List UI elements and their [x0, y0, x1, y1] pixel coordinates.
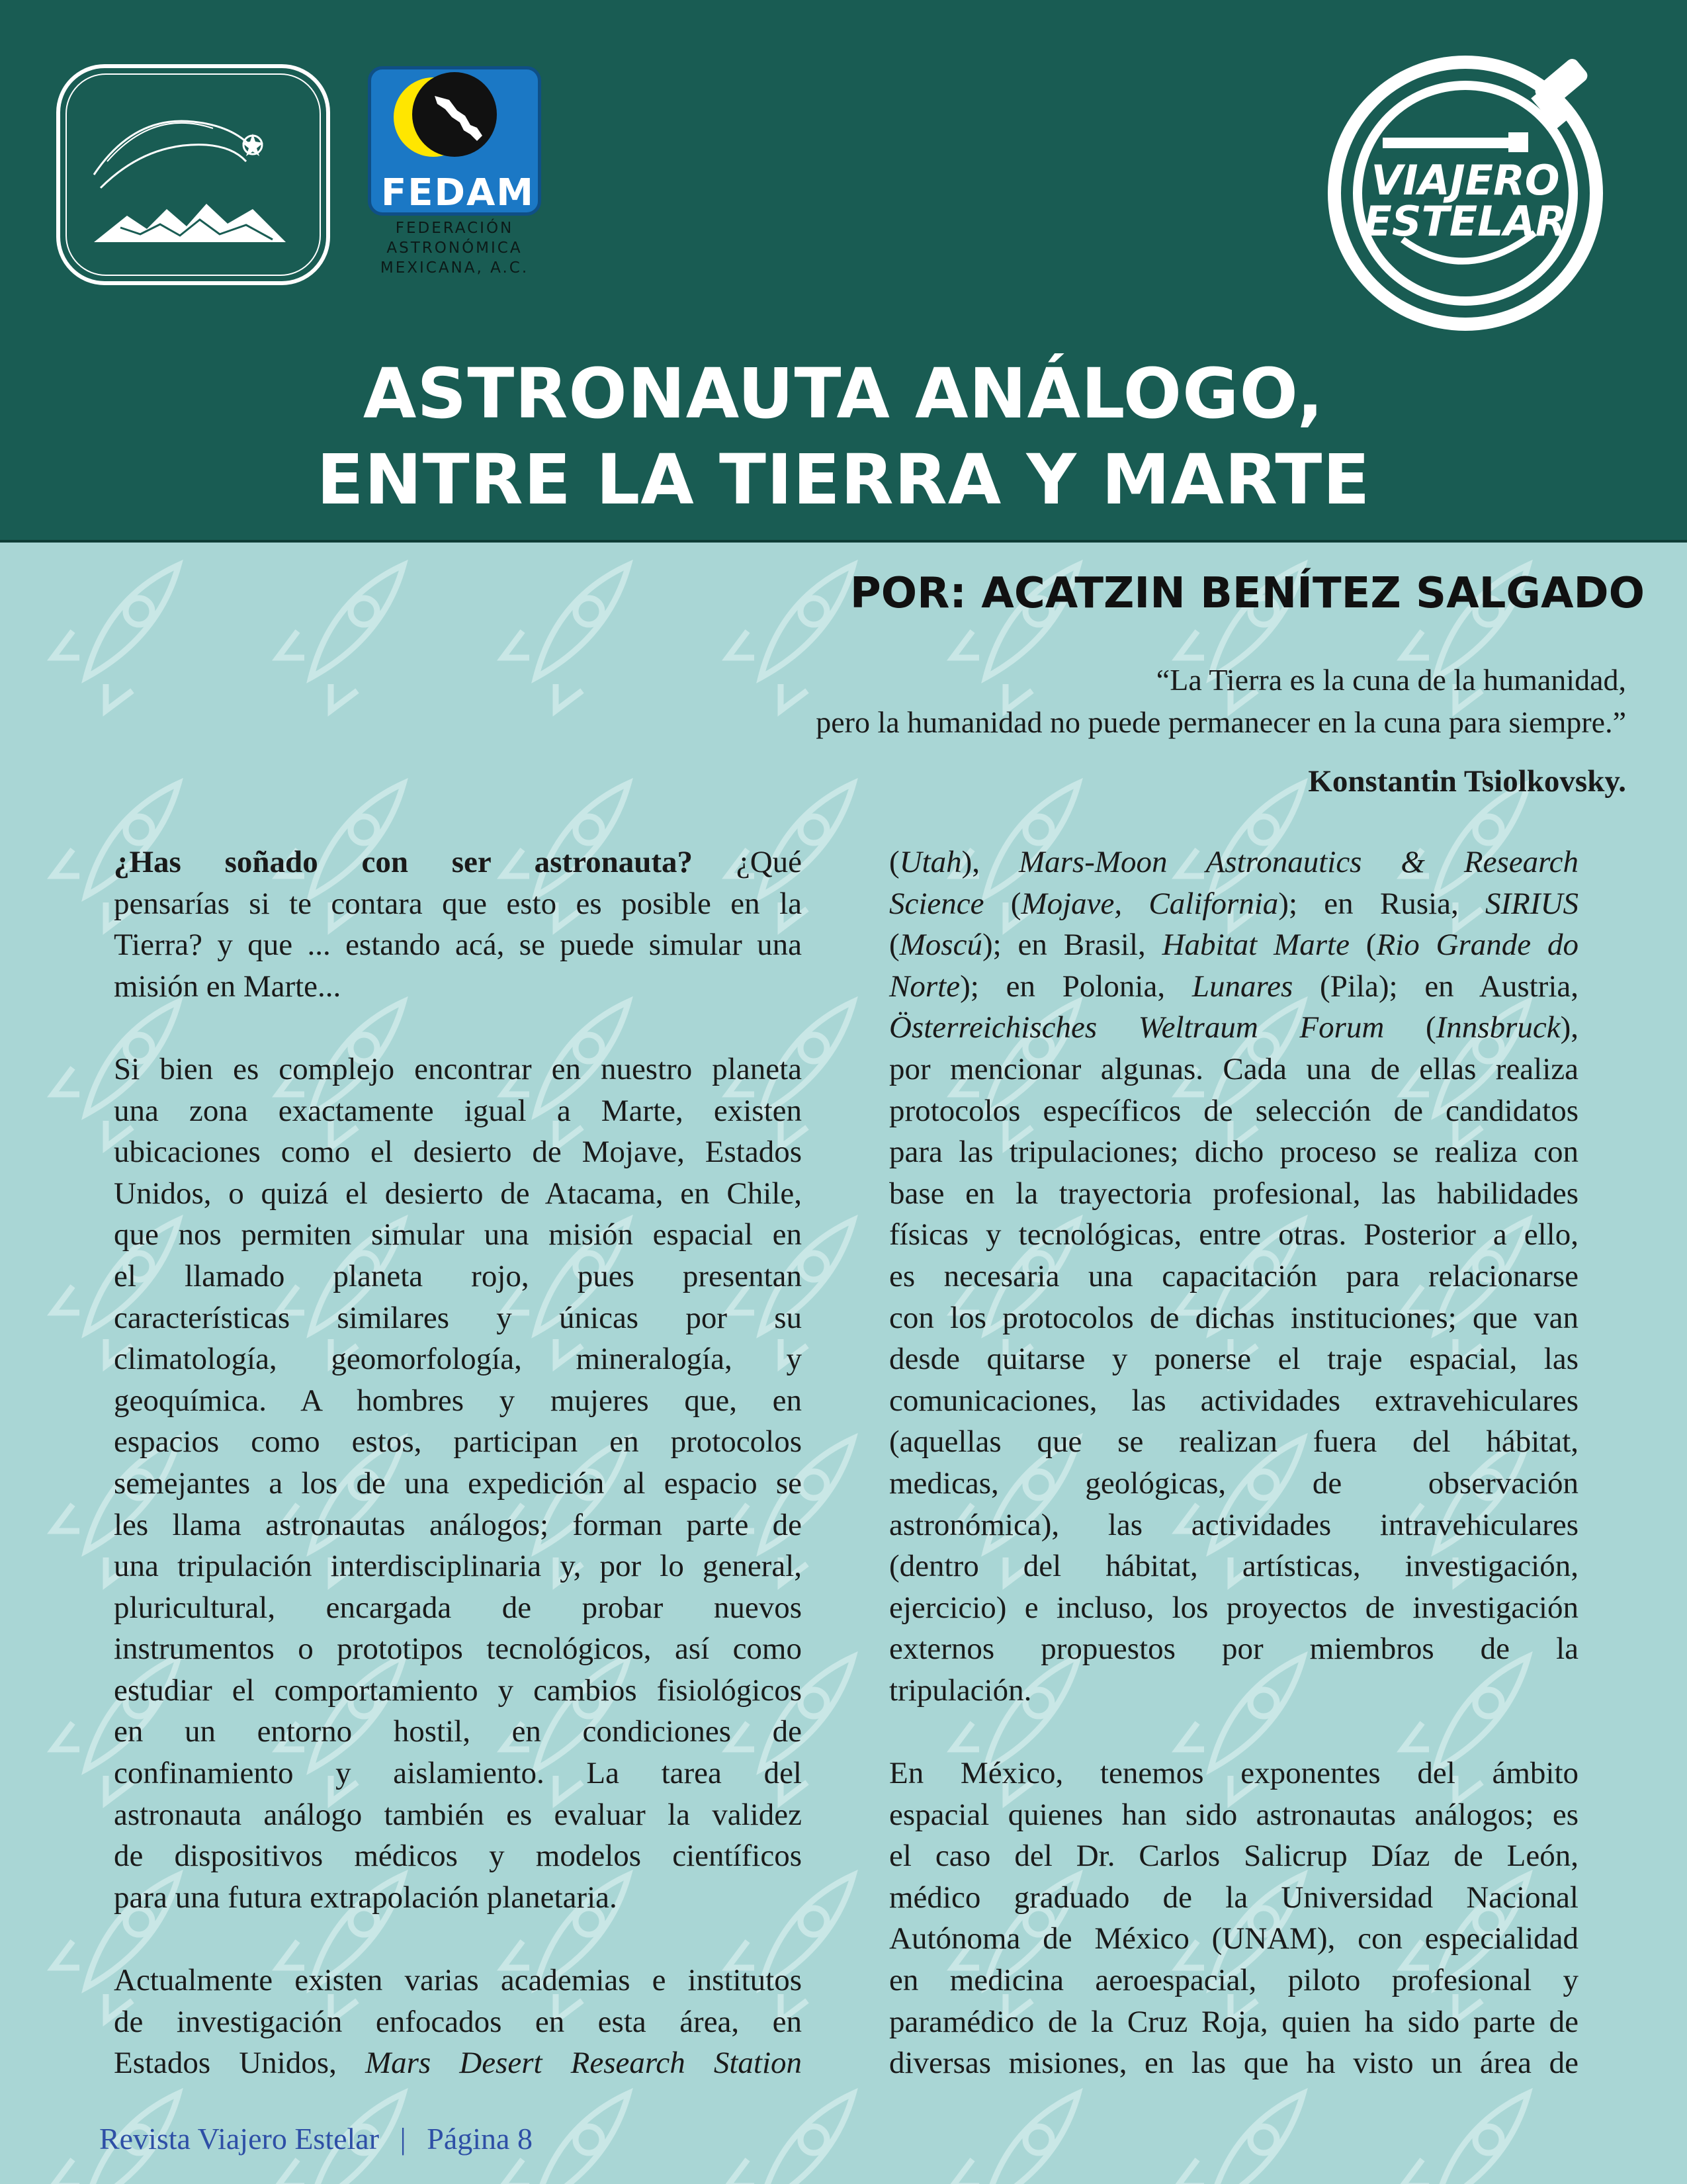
paragraph-line: paramédico de la Cruz Roja, quien ha sido parte de: [889, 2004, 1579, 2039]
place-name: Moscú: [899, 928, 982, 963]
paragraph-line: Norte); en Polonia, Lunares (Pila); en Austria,: [889, 969, 1579, 1004]
page-number: Página 8: [427, 2122, 533, 2156]
paragraph-line: medicas, geológicas, de observación: [889, 1465, 1579, 1501]
paragraph-line: [114, 842, 802, 883]
article-column-left: [114, 842, 802, 2084]
magazine-name: Revista Viajero Estelar: [99, 2122, 380, 2156]
paragraph-line: misión en Marte...: [114, 969, 341, 1004]
place-name: Utah: [899, 845, 962, 879]
paragraph-line: que nos permiten simular una misión espacial en: [114, 1217, 802, 1252]
paragraph-line: ejercicio) e incluso, los proyectos de investigación: [889, 1590, 1579, 1625]
paragraph-line: les llama astronautas análogos; forman parte de: [114, 1507, 802, 1542]
fedam-sub-line: FEDERACIÓN: [395, 220, 514, 237]
place-name: Mojave, California: [1021, 886, 1279, 921]
footer-separator: |: [400, 2122, 406, 2156]
institution-name: Österreichisches Weltraum Forum: [889, 1010, 1385, 1045]
paragraph-line: protocolos específicos de selección de candidatos: [889, 1093, 1579, 1128]
author-byline: POR: ACATZIN BENÍTEZ SALGADO: [849, 569, 1645, 618]
paragraph-line: tripulación.: [889, 1673, 1032, 1708]
institution-name: Mars-Moon Astronautics & Research: [1018, 845, 1579, 879]
paragraph-line: (dentro del hábitat, artísticas, investigación,: [889, 1549, 1579, 1584]
paragraph-line: ubicaciones como el desierto de Mojave, Estados: [114, 1135, 802, 1170]
aavt-logo: [54, 62, 332, 287]
fedam-sub-line: ASTRONÓMICA: [386, 240, 523, 257]
paragraph-line: astronómica), las actividades intravehiculares: [889, 1507, 1579, 1542]
fedam-wordmark: FEDAM: [380, 171, 535, 214]
quote-line: “La Tierra es la cuna de la humanidad,: [1156, 663, 1626, 697]
ve-word-2: ESTELAR: [1363, 197, 1567, 245]
paragraph-line: Si bien es complejo encontrar en nuestro planeta: [114, 1051, 802, 1086]
paragraph-line: para una futura extrapolación planetaria.: [114, 1880, 617, 1915]
paragraph-line: diversas misiones, en las que ha visto un área de: [889, 2046, 1579, 2081]
paragraph-line: geoquímica. A hombres y mujeres que, en: [114, 1383, 802, 1418]
article-column-right: [889, 842, 1579, 2084]
paragraph-line: semejantes a los de una expedición al espacio se: [114, 1465, 802, 1501]
institution-name: Lunares: [1191, 969, 1293, 1004]
text-run: en Rusia,: [1324, 886, 1459, 921]
paragraph-line: comunicaciones, las actividades extravehiculares: [889, 1383, 1579, 1418]
place-name: Innsbruck: [1436, 1010, 1561, 1045]
paragraph-line: características similares y únicas por su: [114, 1300, 802, 1335]
paragraph-line: el llamado planeta rojo, pues presentan: [114, 1258, 802, 1293]
viajero-estelar-logo: [1323, 41, 1621, 339]
place-name: Rio Grande do: [1376, 928, 1579, 963]
paragraph-line: de investigación enfocados en esta área, en: [114, 2004, 802, 2039]
title-line: ENTRE LA TIERRA Y MARTE: [316, 439, 1371, 520]
paragraph-line: físicas y tecnológicas, entre otras. Posterior a ello,: [889, 1217, 1579, 1252]
paragraph-line: en medicina aeroespacial, piloto profesional y: [889, 1963, 1579, 1998]
paragraph-line: en un entorno hostil, en condiciones de: [114, 1714, 802, 1749]
paragraph-line: pensarías si te contara que esto es posible en la: [114, 886, 802, 921]
text-run: ¿Qué: [736, 845, 802, 879]
paragraph-line: una zona exactamente igual a Marte, existen: [114, 1093, 802, 1128]
fedam-emblem: [371, 69, 538, 169]
paragraph-line: por mencionar algunas. Cada una de ellas realiza: [889, 1051, 1579, 1086]
paragraph-line: de dispositivos médicos y modelos científicos: [114, 1839, 802, 1874]
fedam-subtitle: [352, 218, 557, 278]
paragraph-line: Science (Mojave, California); en Rusia, SIRIUS: [889, 886, 1579, 921]
paragraph-line: (Utah), Mars-Moon Astronautics & Research: [889, 845, 1579, 879]
paragraph-line: astronauta análogo también es evaluar la validez: [114, 1797, 802, 1832]
paragraph-line: [114, 2042, 802, 2084]
paragraph-line: estudiar el comportamiento y cambios fisiológicos: [114, 1673, 802, 1708]
paragraph-line: En México, tenemos exponentes del ámbito: [889, 1756, 1579, 1791]
paragraph-line: desde quitarse y ponerse el traje espacial, las: [889, 1342, 1579, 1377]
paragraph-line: para las tripulaciones; dicho proceso se realiza con: [889, 1135, 1579, 1170]
paragraph-line: con los protocolos de dichas instituciones; que van: [889, 1300, 1579, 1335]
institution-name: Mars Desert Research Station: [365, 2046, 802, 2081]
paragraph-line: externos propuestos por miembros de la: [889, 1632, 1579, 1667]
text-run: en Brasil,: [1017, 928, 1146, 963]
paragraph-line: espacios como estos, participan en protocolos: [114, 1424, 802, 1460]
paragraph-line: médico graduado de la Universidad Nacional: [889, 1880, 1579, 1915]
quote-attribution: Konstantin Tsiolkovsky.: [1308, 764, 1626, 799]
paragraph-line: espacial quienes han sido astronautas análogos; es: [889, 1797, 1579, 1832]
paragraph-line: instrumentos o prototipos tecnológicos, así como: [114, 1632, 802, 1667]
institution-name: Science: [889, 886, 984, 921]
paragraph-line: Tierra? y que ... estando acá, se puede simular una: [114, 928, 802, 963]
paragraph-line: Unidos, o quizá el desierto de Atacama, en Chile,: [114, 1176, 802, 1211]
fedam-badge: [368, 66, 541, 216]
paragraph-line: (Moscú); en Brasil, Habitat Marte (Rio Grande do: [889, 928, 1579, 963]
institution-name: Habitat Marte: [1162, 928, 1350, 963]
title-line: ASTRONAUTA ANÁLOGO,: [363, 353, 1324, 434]
quote-line: pero la humanidad no puede permanecer en la cuna para siempre.”: [816, 705, 1626, 739]
institution-name: SIRIUS: [1485, 886, 1579, 921]
text-run: en Polonia,: [1006, 969, 1166, 1004]
header-banner: [0, 0, 1687, 543]
lead-question: ¿Has soñado con ser astronauta?: [114, 845, 693, 879]
paragraph-line: (aquellas que se realizan fuera del hábitat,: [889, 1424, 1579, 1460]
paragraph-line: pluricultural, encargada de probar nuevos: [114, 1590, 802, 1625]
text-run: (Pila); en Austria,: [1320, 969, 1579, 1004]
ve-word-1: VIAJERO: [1371, 156, 1560, 204]
paragraph-line: Österreichisches Weltraum Forum (Innsbruck),: [889, 1010, 1579, 1045]
fedam-logo: [365, 66, 544, 284]
paragraph-line: es necesaria una capacitación para relacionarse: [889, 1258, 1579, 1293]
paragraph-line: confinamiento y aislamiento. La tarea del: [114, 1756, 802, 1791]
epigraph-quote: [816, 659, 1626, 744]
page-title: [0, 351, 1687, 523]
paragraph-line: Actualmente existen varias academias e institutos: [114, 1963, 802, 1998]
paragraph-line: el caso del Dr. Carlos Salicrup Díaz de León,: [889, 1839, 1579, 1874]
paragraph-line: climatología, geomorfología, mineralogía, y: [114, 1342, 802, 1377]
place-name: Norte: [889, 969, 961, 1004]
fedam-sub-line: MEXICANA, A.C.: [380, 259, 529, 277]
page-footer: [99, 2121, 533, 2156]
paragraph-line: Autónoma de México (UNAM), con especialidad: [889, 1921, 1579, 1956]
text-run: Estados Unidos,: [114, 2046, 337, 2081]
paragraph-line: una tripulación interdisciplinaria y, por lo general,: [114, 1549, 802, 1584]
paragraph-line: base en la trayectoria profesional, las habilidades: [889, 1176, 1579, 1211]
